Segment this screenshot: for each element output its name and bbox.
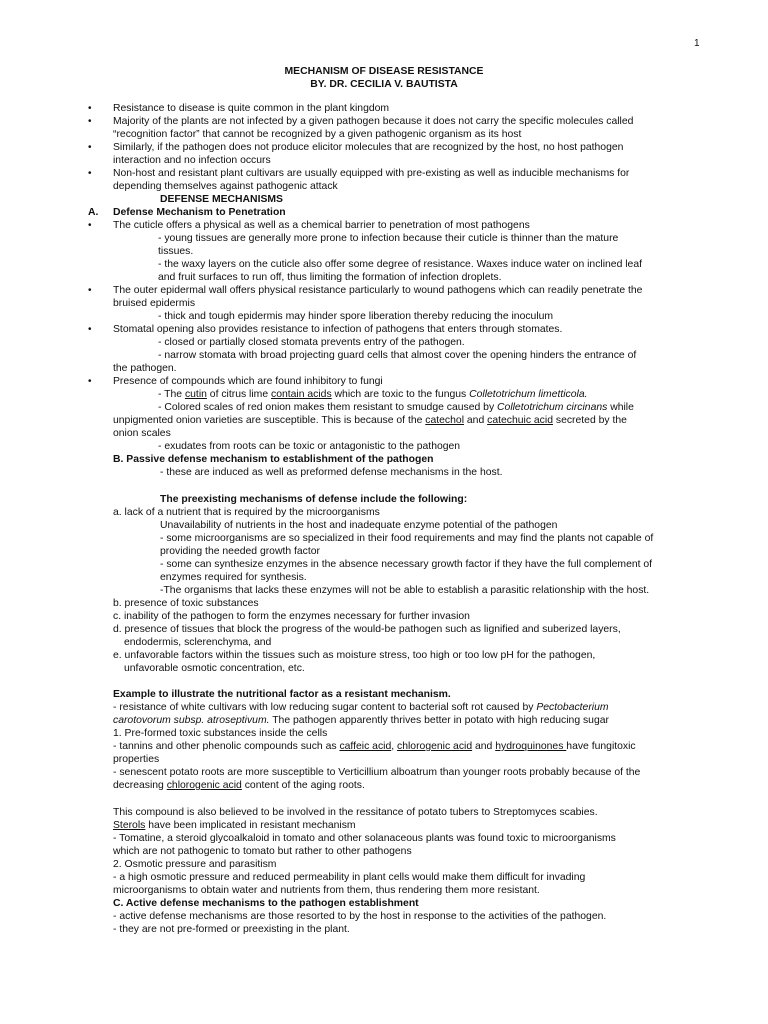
text-segment: unpigmented onion varieties are susceptible. This is because of the [113, 415, 426, 426]
text-segment: secreted by the [552, 415, 627, 426]
text-line [88, 206, 98, 219]
text-segment: have been implicated in resistant mechanism [145, 820, 356, 831]
text-segment: Similarly, if the pathogen does not produce elicitor molecules that are recognized by the host, no host pathogen [113, 142, 624, 153]
text-line [113, 714, 609, 727]
document-title: MECHANISM OF DISEASE RESISTANCE [284, 66, 484, 77]
text-segment: Majority of the plants are not infected by a given pathogen because it does not carry the specific molecules called [113, 116, 634, 127]
text-segment: which are toxic to the fungus [331, 389, 470, 400]
text-segment: - Colored scales of red onion makes them resistant to smudge caused by [158, 402, 498, 413]
text-segment: 1. Pre-formed toxic substances inside the cells [113, 728, 328, 739]
text-line [113, 923, 350, 936]
text-line [113, 180, 338, 193]
underlined-term: chlorogenic acid [397, 741, 473, 752]
bullet-marker: • [88, 376, 92, 387]
text-line [113, 832, 616, 845]
italic-term: Pectobacterium [536, 702, 609, 713]
text-line [113, 884, 540, 897]
text-line [113, 806, 598, 819]
text-line [158, 336, 465, 349]
text-line [113, 623, 621, 636]
text-line [113, 297, 195, 310]
text-segment: - closed or partially closed stomata prevents entry of the pathogen. [158, 337, 465, 348]
text-line [160, 519, 557, 532]
text-segment: - narrow stomata with broad projecting guard cells that almost cover the opening hinders the entrance of [158, 350, 637, 361]
text-line [113, 910, 606, 923]
text-line [160, 193, 283, 206]
text-segment: The pathogen apparently thrives better in potato with high reducing sugar [269, 715, 609, 726]
text-line [113, 819, 356, 832]
text-line [160, 532, 653, 545]
text-segment: enzymes required for synthesis. [160, 572, 307, 583]
text-segment: Presence of compounds which are found inhibitory to fungi [113, 376, 383, 387]
text-segment: d. presence of tissues that block the progress of the would-be pathogen such as lignified and suberized layers, [113, 624, 621, 635]
bold-text: The preexisting mechanisms of defense include the following: [160, 494, 468, 505]
text-line [113, 597, 259, 610]
text-line [160, 558, 652, 571]
underlined-term: catechol [425, 415, 464, 426]
text-segment: The cuticle offers a physical as well as a chemical barrier to penetration of most pathogens [113, 220, 530, 231]
text-line [113, 219, 530, 232]
text-line [113, 102, 389, 115]
text-line [113, 414, 627, 427]
underlined-term: chlorogenic acid [166, 780, 242, 791]
text-segment: - the waxy layers on the cuticle also offer some degree of resistance. Waxes induce water on inclined leaf [158, 259, 642, 270]
underlined-term: catechuic acid [487, 415, 553, 426]
text-segment: - thick and tough epidermis may hinder spore liberation thereby reducing the inoculum [158, 311, 554, 322]
text-line [113, 284, 642, 297]
text-segment: - resistance of white cultivars with low reducing sugar content to bacterial soft rot caused by [113, 702, 537, 713]
italic-term: carotovorum subsp. atroseptivum. [113, 715, 270, 726]
bullet-marker: • [88, 285, 92, 296]
text-line [113, 845, 412, 858]
text-segment: - some microorganisms are so specialized in their food requirements and may find the plants not capable of [160, 533, 654, 544]
bullet-marker: • [88, 142, 92, 153]
text-line [113, 375, 383, 388]
text-line [113, 115, 633, 128]
text-line [158, 349, 636, 362]
text-line [113, 154, 271, 167]
text-segment: and [472, 741, 496, 752]
text-segment: - exudates from roots can be toxic or antagonistic to the pathogen [158, 441, 461, 452]
text-segment: - The [158, 389, 185, 400]
text-line [158, 401, 634, 414]
text-line [113, 610, 470, 623]
text-line [113, 649, 595, 662]
text-segment: This compound is also believed to be involved in the ressitance of potato tubers to Streptomyces scabies. [113, 807, 598, 818]
text-line [158, 440, 460, 453]
text-line [160, 584, 649, 597]
text-line [113, 897, 419, 910]
text-segment: content of the aging roots. [241, 780, 365, 791]
text-segment: endodermis, sclerenchyma, and [124, 637, 272, 648]
text-segment: and fruit surfaces to run off, thus limiting the formation of infection droplets. [158, 272, 502, 283]
text-line [113, 141, 623, 154]
text-line [113, 753, 159, 766]
text-line [113, 779, 365, 792]
text-segment: -The organisms that lacks these enzymes will not be able to establish a parasitic relationship with the host. [160, 585, 650, 596]
text-line [113, 323, 562, 336]
text-segment: depending themselves against pathogenic attack [113, 181, 338, 192]
text-line [158, 232, 618, 245]
bold-text: A. [88, 207, 99, 218]
text-line [158, 258, 642, 271]
text-segment: - these are induced as well as preformed defense mechanisms in the host. [160, 467, 503, 478]
bold-text: C. Active defense mechanisms to the pathogen establishment [113, 898, 419, 909]
text-segment: c. inability of the pathogen to form the enzymes necessary for further invasion [113, 611, 470, 622]
text-line [158, 271, 501, 284]
text-line [113, 206, 286, 219]
text-segment: a. lack of a nutrient that is required by the microorganisms [113, 507, 380, 518]
text-segment: providing the needed growth factor [160, 546, 321, 557]
text-line [113, 453, 433, 466]
text-line [158, 245, 193, 258]
text-segment: of citrus lime [206, 389, 271, 400]
text-line [113, 128, 521, 141]
text-segment: and [464, 415, 488, 426]
text-segment: “recognition factor” that cannot be recognized by a given pathogenic organism as its host [113, 129, 522, 140]
underlined-term: Sterols [113, 820, 146, 831]
text-line [113, 766, 640, 779]
bullet-marker: • [88, 324, 92, 335]
text-segment: 2. Osmotic pressure and parasitism [113, 859, 277, 870]
text-segment: - some can synthesize enzymes in the absence necessary growth factor if they have the full complement of [160, 559, 653, 570]
text-line [113, 727, 327, 740]
text-segment: which are not pathogenic to tomato but rather to other pathogens [113, 846, 412, 857]
text-line [158, 388, 588, 401]
text-segment: onion scales [113, 428, 171, 439]
text-segment: , [391, 741, 398, 752]
text-segment: - a high osmotic pressure and reduced permeability in plant cells would make them difficult for invading [113, 872, 586, 883]
text-segment: unfavorable osmotic concentration, etc. [124, 663, 305, 674]
italic-term: Colletotrichum limetticola. [469, 389, 588, 400]
bold-text: B. Passive defense mechanism to establishment of the pathogen [113, 454, 434, 465]
text-segment: Stomatal opening also provides resistance to infection of pathogens that enters through stomates. [113, 324, 563, 335]
text-line [160, 571, 307, 584]
text-line [113, 858, 276, 871]
text-line [113, 167, 629, 180]
text-segment: e. unfavorable factors within the tissues such as moisture stress, too high or too low pH for the pathogen, [113, 650, 596, 661]
text-segment: - tannins and other phenolic compounds such as [113, 741, 340, 752]
text-segment: Unavailability of nutrients in the host and inadequate enzyme potential of the pathogen [160, 520, 558, 531]
document-author: BY. DR. CECILIA V. BAUTISTA [310, 79, 458, 90]
text-line [160, 493, 467, 506]
underlined-term: hydroquinones [495, 741, 567, 752]
text-segment: b. presence of toxic substances [113, 598, 259, 609]
underlined-term: caffeic acid [339, 741, 392, 752]
text-segment: bruised epidermis [113, 298, 196, 309]
text-line [113, 427, 171, 440]
bold-text: DEFENSE MECHANISMS [160, 194, 283, 205]
bullet-marker: • [88, 116, 92, 127]
text-segment: Resistance to disease is quite common in the plant kingdom [113, 103, 390, 114]
page-number: 1 [694, 38, 700, 49]
text-line [160, 545, 320, 558]
text-segment: tissues. [158, 246, 194, 257]
text-line [113, 506, 380, 519]
bold-text: Example to illustrate the nutritional factor as a resistant mechanism. [113, 689, 451, 700]
text-segment: Non-host and resistant plant cultivars are usually equipped with pre-existing as well as inducible mechanisms for [113, 168, 630, 179]
text-segment: decreasing [113, 780, 167, 791]
text-line [113, 701, 609, 714]
underlined-term: contain acids [271, 389, 332, 400]
text-segment: microorganisms to obtain water and nutrients from them, thus rendering them more resistant. [113, 885, 540, 896]
text-segment: - Tomatine, a steroid glycoalkaloid in tomato and other solanaceous plants was found toxic to microorganisms [113, 833, 616, 844]
bullet-marker: • [88, 103, 92, 114]
text-segment: - they are not pre-formed or preexisting in the plant. [113, 924, 350, 935]
text-segment: - young tissues are generally more prone to infection because their cuticle is thinner than the mature [158, 233, 619, 244]
text-segment: - senescent potato roots are more susceptible to Verticillium alboatrum than younger roots probably because of the [113, 767, 641, 778]
text-line [158, 310, 553, 323]
text-segment: have fungitoxic [566, 741, 636, 752]
text-segment: while [607, 402, 634, 413]
text-line [124, 662, 305, 675]
bullet-marker: • [88, 220, 92, 231]
text-line [113, 740, 636, 753]
text-segment: - active defense mechanisms are those resorted to by the host in response to the activities of the pathogen. [113, 911, 607, 922]
bullet-marker: • [88, 168, 92, 179]
text-line [124, 636, 271, 649]
text-line [113, 871, 585, 884]
text-segment: the pathogen. [113, 363, 177, 374]
text-line [113, 688, 451, 701]
underlined-term: cutin [184, 389, 207, 400]
text-segment: properties [113, 754, 160, 765]
text-segment: interaction and no infection occurs [113, 155, 271, 166]
text-segment: The outer epidermal wall offers physical resistance particularly to wound pathogens which can readily penetrate the [113, 285, 643, 296]
bold-text: Defense Mechanism to Penetration [113, 207, 286, 218]
text-line [113, 362, 177, 375]
text-line [160, 466, 503, 479]
italic-term: Colletotrichum circinans [497, 402, 608, 413]
